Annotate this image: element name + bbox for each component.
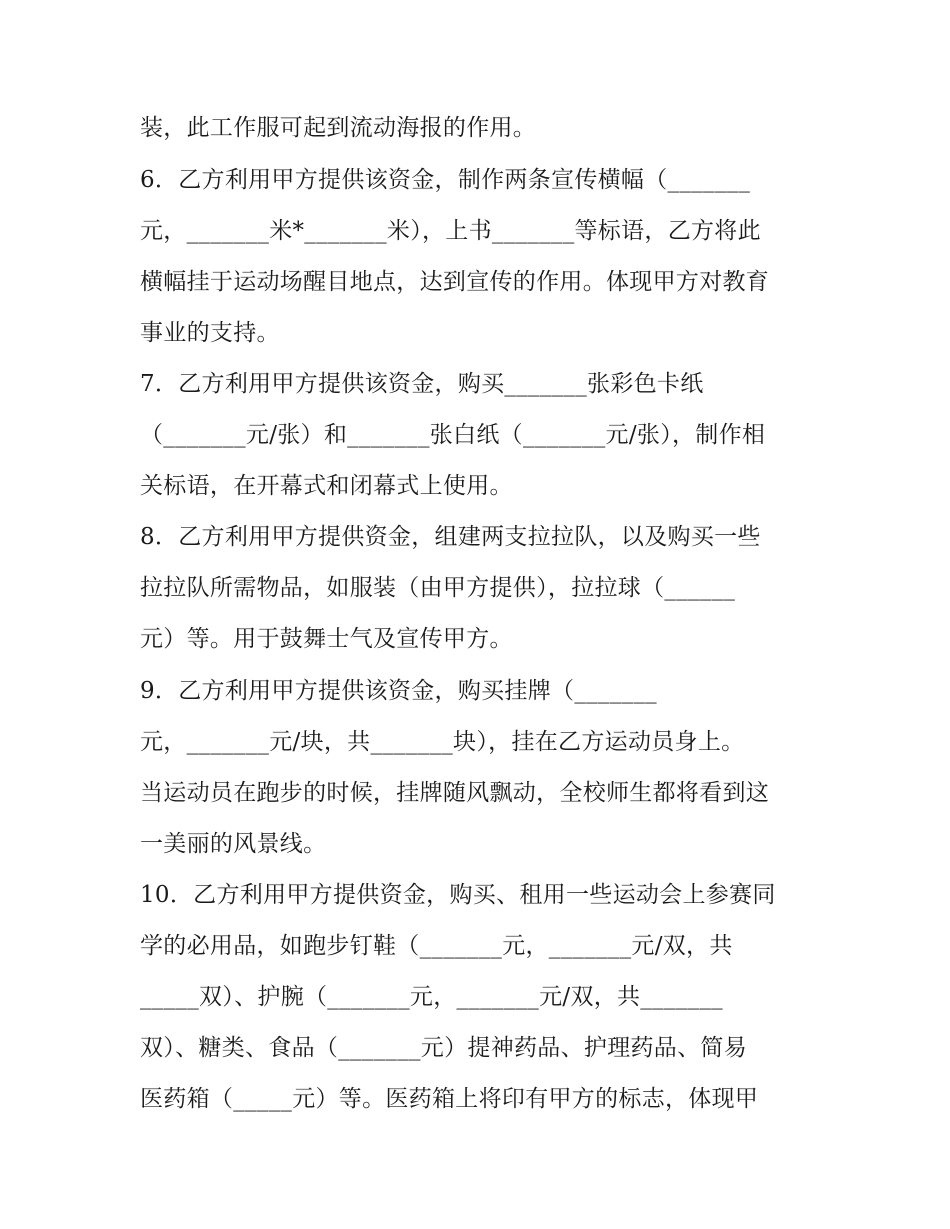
text-line: 10．乙方利用甲方提供资金，购买、租用一些运动会上参赛同 [140, 882, 776, 908]
text-line: 横幅挂于运动场醒目地点，达到宣传的作用。体现甲方对教育 [140, 269, 770, 295]
text-line: 事业的支持。 [140, 320, 280, 346]
text-line: 元，_______米*_______米），上书_______等标语，乙方将此 [140, 218, 761, 244]
text-line: 双）、糖类、食品（_______元）提神药品、护理药品、简易 [140, 1035, 747, 1061]
text-line: 医药箱（_____元）等。医药箱上将印有甲方的标志，体现甲 [140, 1086, 759, 1112]
text-line: 当运动员在跑步的时候，挂牌随风飘动，全校师生都将看到这 [140, 780, 770, 806]
text-line: 学的必用品，如跑步钉鞋（_______元，_______元/双，共 [140, 933, 733, 959]
text-line: 7．乙方利用甲方提供该资金，购买_______张彩色卡纸 [140, 371, 704, 397]
text-line: 8．乙方利用甲方提供资金，组建两支拉拉队，以及购买一些 [140, 524, 761, 550]
text-line: 元，_______元/块，共_______块），挂在乙方运动员身上。 [140, 729, 745, 755]
text-line: 装，此工作服可起到流动海报的作用。 [140, 115, 537, 141]
text-line: 9．乙方利用甲方提供该资金，购买挂牌（_______ [140, 678, 657, 704]
text-line: _____双）、护腕（_______元，_______元/双，共_______ [140, 984, 723, 1010]
text-line: 一美丽的风景线。 [140, 831, 327, 857]
text-line: 元）等。用于鼓舞士气及宣传甲方。 [140, 626, 513, 652]
text-line: 关标语，在开幕式和闭幕式上使用。 [140, 473, 513, 499]
text-line: （_______元/张）和_______张白纸（_______元/张），制作相 [140, 422, 766, 448]
text-line: 6．乙方利用甲方提供该资金，制作两条宣传横幅（_______ [140, 167, 751, 193]
text-line: 拉拉队所需物品，如服装（由甲方提供），拉拉球（______ [140, 575, 736, 601]
